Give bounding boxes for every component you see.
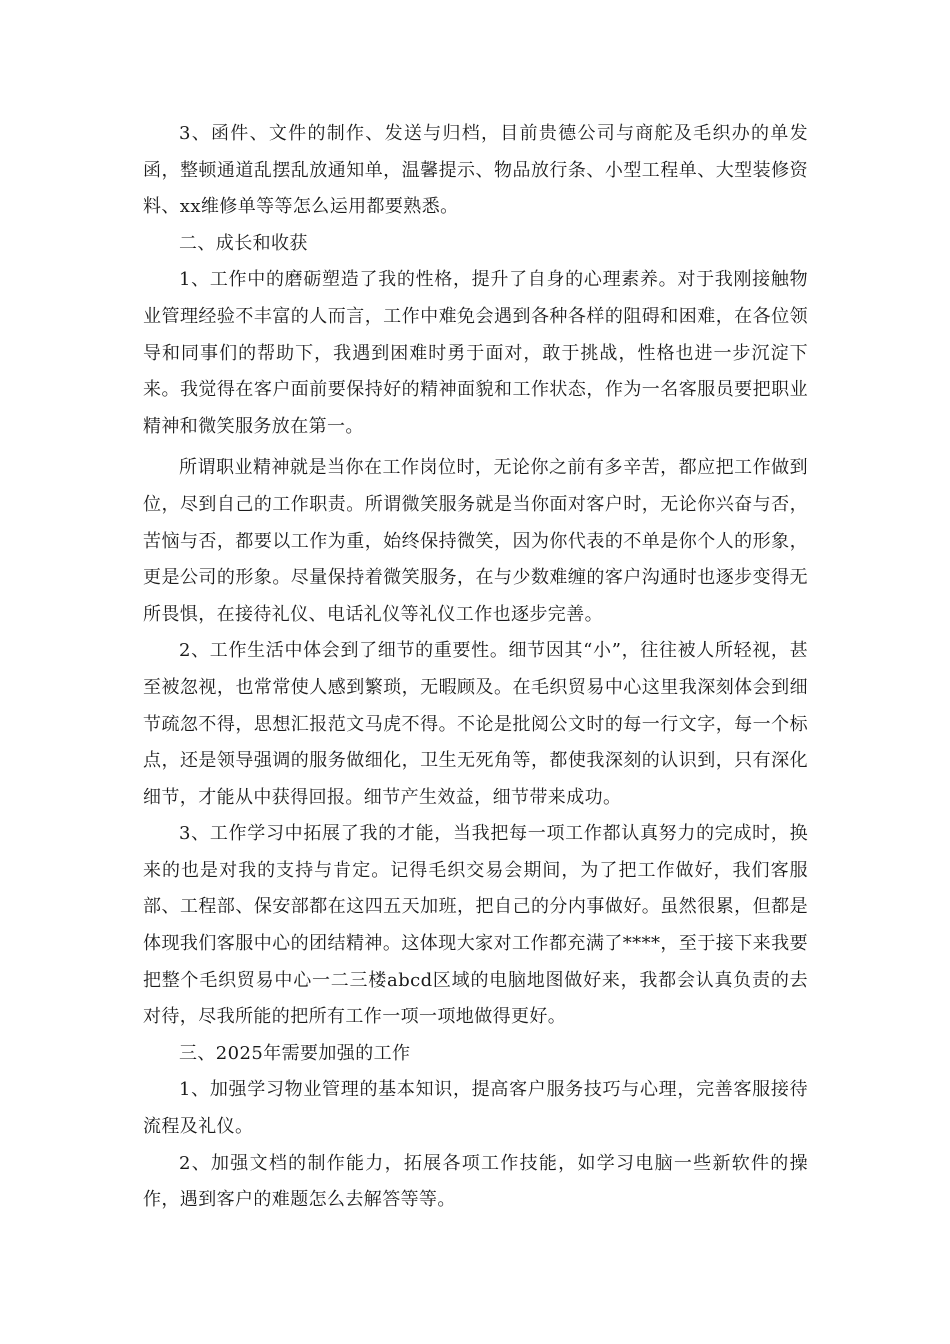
paragraph-improvement-2: 2、加强文档的制作能力，拓展各项工作技能，如学习电脑一些新软件的操作，遇到客户的难题怎么去解答等等。	[143, 1152, 808, 1211]
document-body	[143, 116, 808, 1219]
paragraph-item-3-documents: 3、函件、文件的制作、发送与归档，目前贵德公司与商舵及毛织办的单发函，整顿通道乱摆乱放通知单，温馨提示、物品放行条、小型工程单、大型装修资料、xx维修单等等怎么运用都要熟悉。	[143, 123, 808, 218]
paragraph-growth-2: 2、工作生活中体会到了细节的重要性。细节因其“小”，往往被人所轻视，甚至被忽视，也常常使人感到繁琐，无暇顾及。在毛织贸易中心这里我深刻体会到细节疏忽不得，思想汇报范文马虎不得。不论是批阅公文时的每一行文字，每一个标点，还是领导强调的服务做细化，卫生无死角等，都使我深刻的认识到，只有深化细节，才能从中获得回报。细节产生效益，细节带来成功。	[143, 640, 808, 808]
section-heading-growth: 二、成长和收获	[179, 232, 308, 254]
paragraph-growth-3: 3、工作学习中拓展了我的才能，当我把每一项工作都认真努力的完成时，换来的也是对我的支持与肯定。记得毛织交易会期间，为了把工作做好，我们客服部、工程部、保安部都在这四五天加班，把自己的分内事做好。虽然很累，但都是体现我们客服中心的团结精神。这体现大家对工作都充满了****，至于接下来我要把整个毛织贸易中心一二三楼abcd区域的电脑地图做好来，我都会认真负责的去对待，尽我所能的把所有工作一项一项地做得更好。	[143, 823, 808, 1028]
paragraph-growth-1: 1、工作中的磨砺塑造了我的性格，提升了自身的心理素养。对于我刚接触物业管理经验不丰富的人而言，工作中难免会遇到各种各样的阻碍和困难，在各位领导和同事们的帮助下，我遇到困难时勇于面对，敢于挑战，性格也进一步沉淀下来。我觉得在客户面前要保持好的精神面貌和工作状态，作为一名客服员要把职业精神和微笑服务放在第一。	[143, 269, 808, 437]
paragraph-improvement-1: 1、加强学习物业管理的基本知识，提高客户服务技巧与心理，完善客服接待流程及礼仪。	[143, 1079, 808, 1138]
paragraph-professional-spirit: 所谓职业精神就是当你在工作岗位时，无论你之前有多辛苦，都应把工作做到位，尽到自己的工作职责。所谓微笑服务就是当你面对客户时，无论你兴奋与否，苦恼与否，都要以工作为重，始终保持微笑，因为你代表的不单是你个人的形象，更是公司的形象。尽量保持着微笑服务，在与少数难缠的客户沟通时也逐步变得无所畏惧，在接待礼仪、电话礼仪等礼仪工作也逐步完善。	[143, 457, 808, 625]
section-heading-improvements: 三、2025年需要加强的工作	[179, 1042, 411, 1064]
